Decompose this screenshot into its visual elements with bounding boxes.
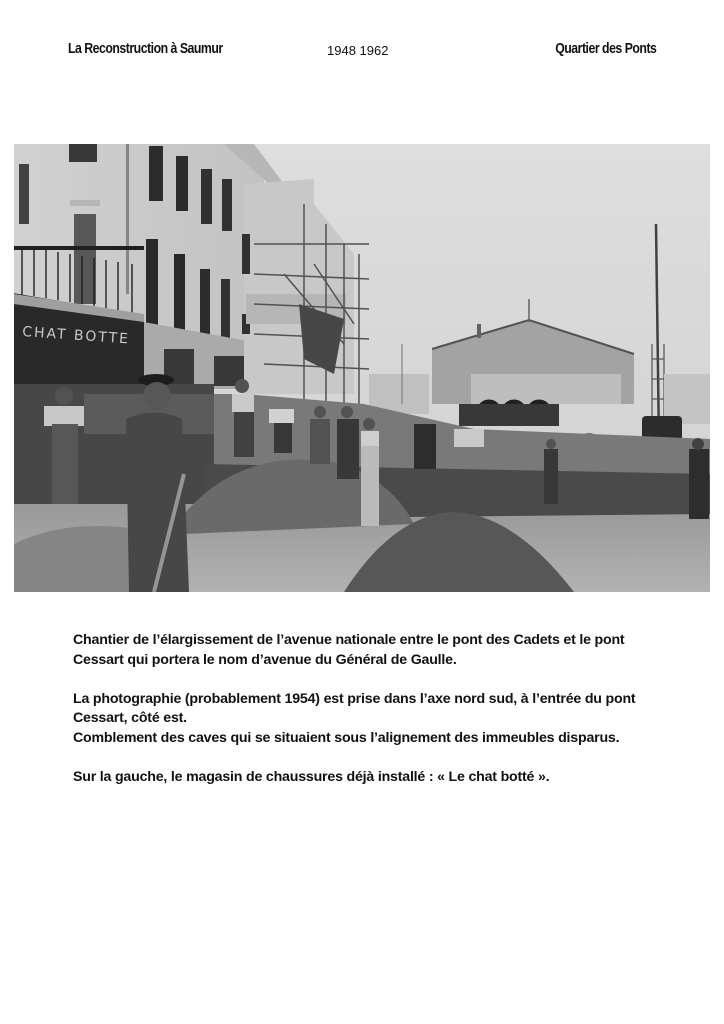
caption-line: Cessart, côté est.	[73, 710, 187, 726]
photo-caption	[73, 631, 673, 787]
caption-line: Sur la gauche, le magasin de chaussures déjà installé : « Le chat botté ».	[73, 768, 550, 785]
caption-line: Cessart qui portera le nom d’avenue du Général de Gaulle.	[73, 651, 457, 668]
district-title: Quartier des Ponts	[554, 40, 656, 57]
caption-line: La photographie (probablement 1954) est prise dans l’axe nord sud, à l’entrée du pont	[73, 690, 636, 707]
document-title: La Reconstruction à Saumur	[68, 40, 223, 57]
caption-line: Comblement des caves qui se situaient sous l’alignement des immeubles disparus.	[73, 729, 620, 746]
caption-line: Chantier de l’élargissement de l’avenue nationale entre le pont des Cadets et le pont	[73, 632, 625, 648]
date-range: 1948 1962	[327, 43, 389, 58]
paragraph-gap	[73, 670, 673, 690]
shop-sign: CHAT BOTTE	[21, 324, 131, 348]
paragraph-gap	[73, 748, 673, 768]
historical-photograph	[14, 144, 710, 592]
